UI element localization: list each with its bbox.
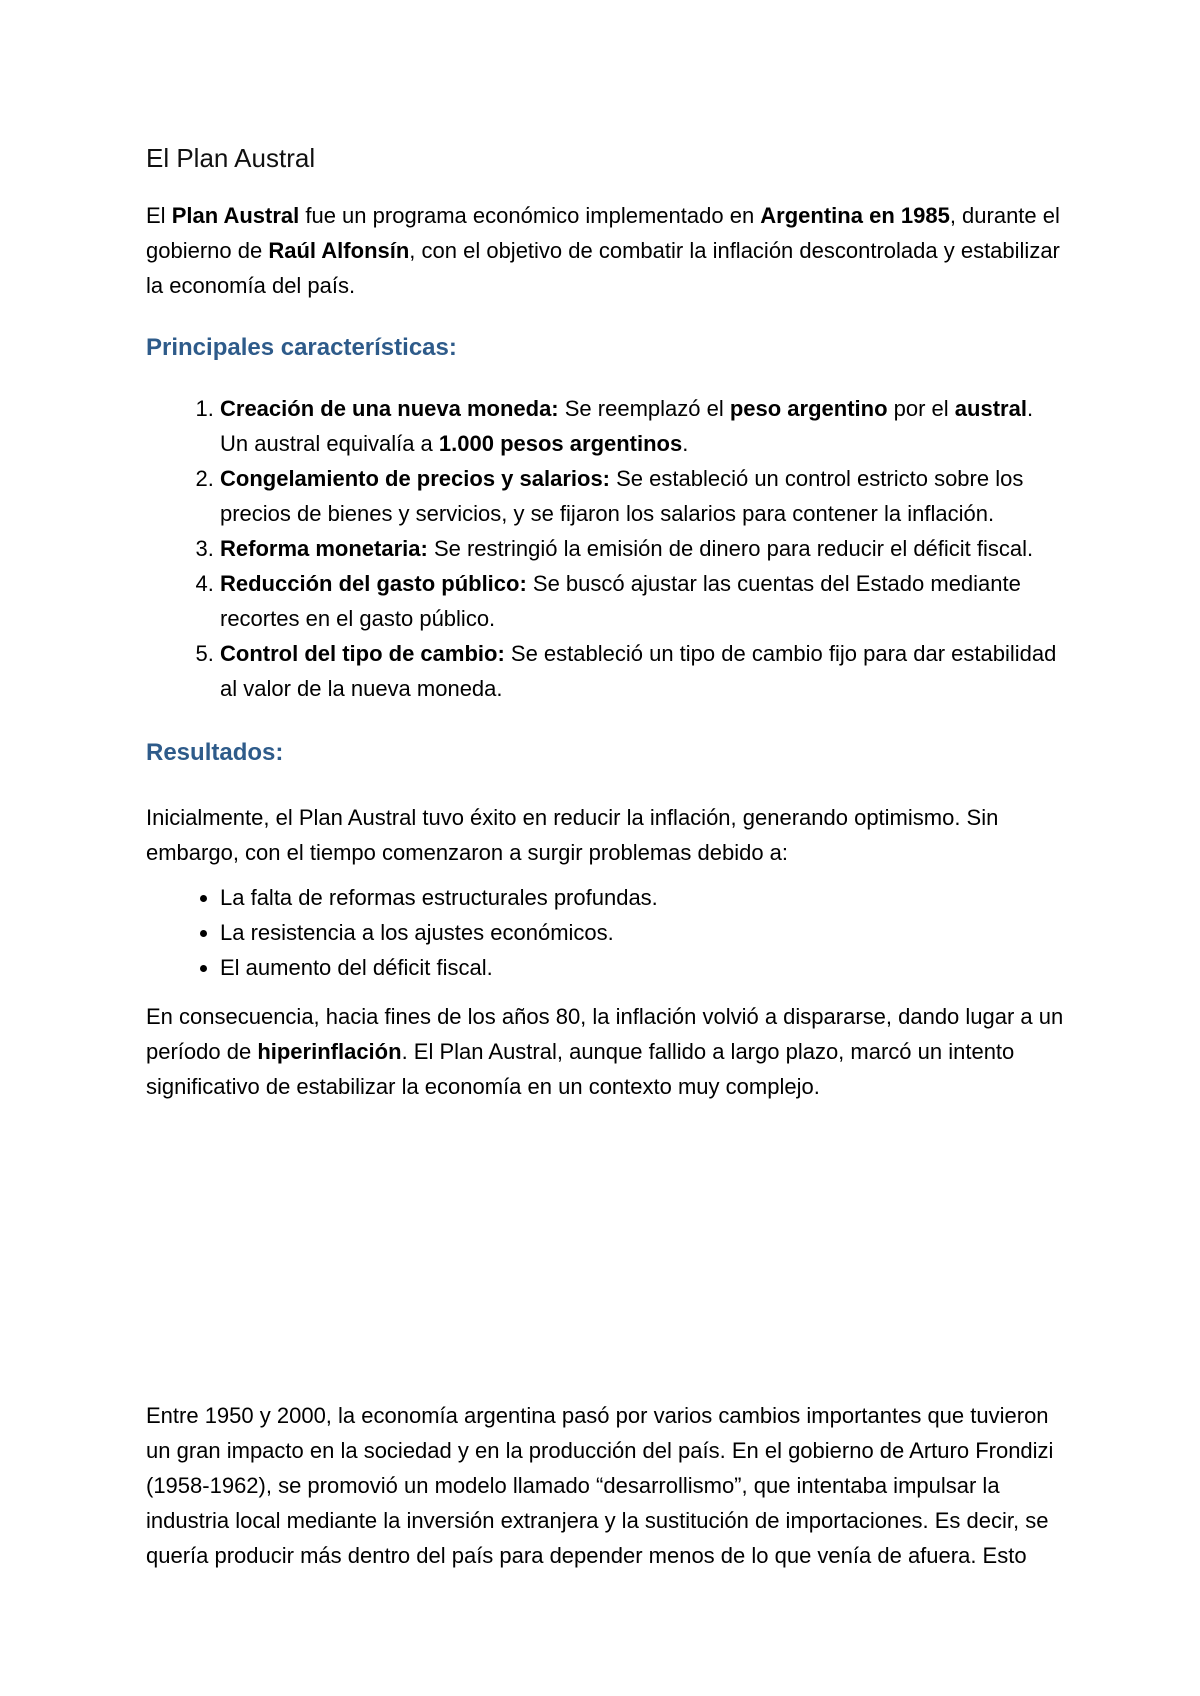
conclusion-paragraph: [146, 999, 1066, 1104]
feature-text: .: [682, 431, 689, 456]
problem-item: • La resistencia a los ajustes económicos.: [220, 915, 1066, 950]
intro-bold-alfonsin: Raúl Alfonsín: [268, 238, 410, 263]
intro-text-2: fue un programa económico implementado en: [299, 203, 761, 228]
features-heading: Principales características:: [146, 334, 457, 361]
problems-list: [146, 880, 1066, 985]
feature-text: Se estableció un tipo de cambio fijo para dar estabilidad al valor de la nueva moneda.: [220, 641, 1057, 701]
intro-bold-argentina-1985: Argentina en 1985: [760, 203, 950, 228]
feature-text: Se buscó ajustar las cuentas del Estado mediante recortes en el gasto público.: [220, 571, 1021, 631]
feature-label: Control del tipo de cambio:: [220, 641, 505, 666]
feature-bold-1000-pesos: 1.000 pesos argentinos: [438, 431, 683, 456]
feature-text: por el: [887, 396, 955, 421]
feature-item: [220, 391, 1066, 461]
feature-bold-austral: austral: [954, 396, 1027, 421]
economy-paragraph: Entre 1950 y 2000, la economía argentina pasó por varios cambios importantes que tuvieron un gran impacto en la sociedad y en la producción del país. En el gobierno de Arturo Frondizi (1958-1962), se promovió un modelo llamado “desarrollismo”, que intentaba impulsar la industria local mediante la inversión extranjera y la sustitución de importaciones. Es decir, se quería producir más dentro del país para depender menos de lo que venía de afuera. Esto: [146, 1403, 1054, 1568]
feature-item: [220, 636, 1066, 706]
conclusion-bold-hiperinflacion: hiperinflación: [257, 1039, 402, 1064]
features-list: [146, 391, 1066, 706]
document-body: [146, 140, 1066, 1104]
conclusion-text-2: . El Plan Austral, aunque fallido a largo plazo, marcó un intento significativo de estabilizar la economía en un contexto muy complejo.: [146, 1039, 1015, 1099]
feature-text: Se restringió la emisión de dinero para reducir el déficit fiscal.: [427, 536, 1034, 561]
problem-item: • El aumento del déficit fiscal.: [220, 950, 1066, 985]
feature-label: Congelamiento de precios y salarios:: [220, 466, 611, 491]
feature-label: Reforma monetaria:: [220, 536, 428, 561]
feature-text: . Un austral equivalía a: [220, 396, 1034, 456]
results-heading: Resultados:: [146, 739, 284, 766]
feature-label: Creación de una nueva moneda:: [220, 396, 559, 421]
feature-text: Se estableció un control estricto sobre los precios de bienes y servicios, y se fijaron los salarios para contener la inflación.: [220, 466, 1024, 526]
feature-label: Reducción del gasto público:: [220, 571, 527, 596]
feature-text: Se reemplazó el: [558, 396, 730, 421]
conclusion-text-1: En consecuencia, hacia fines de los años 80, la inflación volvió a dispararse, dando lugar a un período de: [146, 1004, 1064, 1064]
document-title: El Plan Austral: [146, 143, 316, 173]
intro-text-4: , con el objetivo de combatir la inflación descontrolada y estabilizar la economía del país.: [146, 238, 1060, 298]
problem-item: • La falta de reformas estructurales profundas.: [220, 880, 1066, 915]
feature-item: [220, 461, 1066, 531]
feature-item: [220, 531, 1066, 566]
intro-paragraph: [146, 198, 1066, 303]
results-intro-paragraph: Inicialmente, el Plan Austral tuvo éxito en reducir la inflación, generando optimismo. Sin embargo, con el tiempo comenzaron a surgir problemas debido a:: [146, 805, 999, 865]
feature-bold-peso-argentino: peso argentino: [729, 396, 888, 421]
feature-item: [220, 566, 1066, 636]
intro-bold-plan-austral: Plan Austral: [171, 203, 300, 228]
intro-text-3: , durante el gobierno de: [146, 203, 1060, 263]
intro-text-1: El: [146, 203, 172, 228]
